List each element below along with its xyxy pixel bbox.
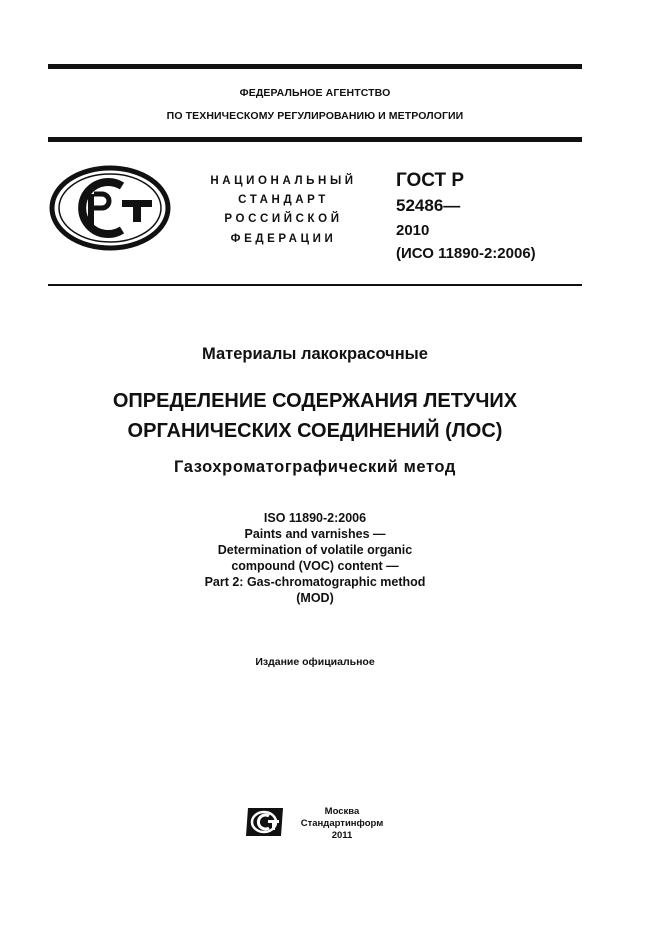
title-line-2: ОРГАНИЧЕСКИХ СОЕДИНЕНИЙ (ЛОС) — [127, 420, 503, 442]
rst-mark-icon — [48, 164, 173, 252]
header-rule — [48, 137, 582, 142]
iso-title-line-2: Determination of volatile organic — [217, 543, 413, 557]
standartinform-logo-icon — [244, 805, 285, 838]
gost-year: 2010 — [396, 222, 430, 239]
gost-label: ГОСТ Р — [396, 170, 465, 191]
national-standard-line-3: РОССИЙСКОЙ — [224, 213, 343, 225]
iso-modification: (MOD) — [296, 591, 334, 605]
national-standard-line-1: НАЦИОНАЛЬНЫЙ — [210, 175, 357, 187]
national-standard-line-2: СТАНДАРТ — [238, 194, 329, 206]
top-rule — [48, 64, 582, 69]
agency-line-2: ПО ТЕХНИЧЕСКОМУ РЕГУЛИРОВАНИЮ И МЕТРОЛОГИИ — [166, 110, 464, 122]
publisher-city: Москва — [324, 806, 360, 817]
edition-label: Издание официальное — [255, 656, 375, 668]
document-category: Материалы лакокрасочные — [202, 345, 428, 363]
title-line-1: ОПРЕДЕЛЕНИЕ СОДЕРЖАНИЯ ЛЕТУЧИХ — [112, 390, 518, 412]
gost-number: 52486— — [396, 196, 461, 215]
iso-title-line-3: compound (VOC) content — — [231, 559, 399, 573]
iso-reference: (ИСО 11890-2:2006) — [396, 245, 536, 262]
agency-line-1: ФЕДЕРАЛЬНОЕ АГЕНТСТВО — [239, 87, 391, 99]
designation-rule — [48, 284, 582, 286]
iso-title-line-1: Paints and varnishes — — [244, 527, 386, 541]
method-subtitle: Газохроматографический метод — [174, 458, 456, 476]
iso-title-line-4: Part 2: Gas-chromatographic method — [204, 575, 426, 589]
iso-number: ISO 11890-2:2006 — [263, 511, 367, 525]
publisher-year: 2011 — [331, 830, 353, 841]
national-standard-line-4: ФЕДЕРАЦИИ — [230, 233, 337, 245]
publisher-name: Стандартинформ — [300, 818, 384, 829]
